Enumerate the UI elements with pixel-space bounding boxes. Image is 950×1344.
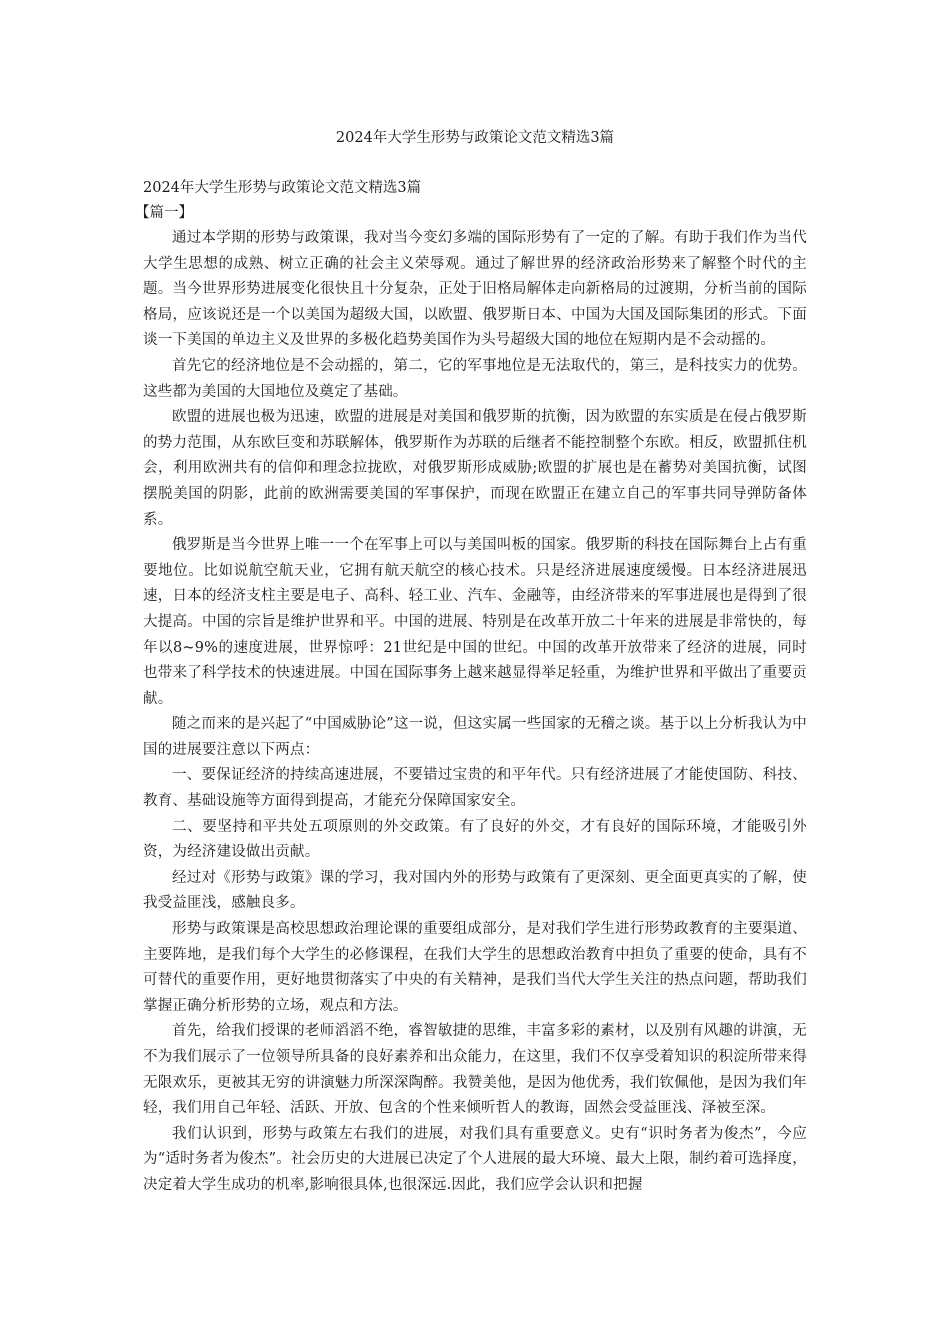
- paragraph: 形势与政策课是高校思想政治理论课的重要组成部分，是对我们学生进行形势政教育的主要渠道、主要阵地，是我们每个大学生的必修课程，在我们大学生的思想政治教育中担负了重要的使命，具有不可替代的重要作用，更好地贯彻落实了中央的有关精神，是我们当代大学生关注的热点问题，帮助我们掌握正确分析形势的立场，观点和方法。: [143, 921, 807, 1014]
- paragraph: 一、要保证经济的持续高速进展，不要错过宝贵的和平年代。只有经济进展了才能使国防、科技、教育、基础设施等方面得到提高，才能充分保障国家安全。: [143, 767, 807, 810]
- paragraph: 二、要坚持和平共处五项原则的外交政策。有了良好的外交，才有良好的国际环境，才能吸引外资，为经济建设做出贡献。: [143, 818, 807, 861]
- section-label: 【篇一】: [135, 205, 193, 221]
- document-subtitle: 2024年大学生形势与政策论文范文精选3篇: [143, 180, 422, 196]
- paragraph: 随之而来的是兴起了“中国威胁论”这一说，但这实属一些国家的无稽之谈。基于以上分析我认为中国的进展要注意以下两点：: [143, 716, 807, 758]
- paragraph: 俄罗斯是当今世界上唯一一个在军事上可以与美国叫板的国家。俄罗斯的科技在国际舞台上占有重要地位。比如说航空航天业，它拥有航天航空的核心技术。只是经济进展速度缓慢。日本经济进展迅速，日本的经济支柱主要是电子、高科、轻工业、汽车、金融等，由经济带来的军事进展也是得到了很大提高。中国的宗旨是维护世界和平。中国的进展、特别是在改革开放二十年来的进展是非常快的，每年以8~9%的速度进展，世界惊呼：21世纪是中国的世纪。中国的改革开放带来了经济的进展，同时也带来了科学技术的快速进展。中国在国际事务上越来越显得举足轻重，为维护世界和平做出了重要贡献。: [143, 537, 807, 707]
- paragraph: 经过对《形势与政策》课的学习，我对国内外的形势与政策有了更深刻、更全面更真实的了解，使我受益匪浅，感触良多。: [143, 869, 807, 912]
- paragraph: 欧盟的进展也极为迅速，欧盟的进展是对美国和俄罗斯的抗衡，因为欧盟的东实质是在侵占俄罗斯的势力范围，从东欧巨变和苏联解体，俄罗斯作为苏联的后继者不能控制整个东欧。相反，欧盟抓住机会，利用欧洲共有的信仰和理念拉拢欧，对俄罗斯形成威胁;欧盟的扩展也是在蓄势对美国抗衡，试图摆脱美国的阴影，此前的欧洲需要美国的军事保护，而现在欧盟正在建立自己的军事共同导弹防备体系。: [143, 409, 807, 528]
- paragraph: 通过本学期的形势与政策课，我对当今变幻多端的国际形势有了一定的了解。有助于我们作为当代大学生思想的成熟、树立正确的社会主义荣辱观。通过了解世界的经济政治形势来了解整个时代的主题。当今世界形势进展变化很快且十分复杂，正处于旧格局解体走向新格局的过渡期，分析当前的国际格局，应该说还是一个以美国为超级大国，以欧盟、俄罗斯日本、中国为大国及国际集团的形式。下面谈一下美国的单边主义及世界的多极化趋势美国作为头号超级大国的地位在短期内是不会动摇的。: [143, 230, 807, 349]
- document-title: 2024年大学生形势与政策论文范文精选3篇: [335, 130, 615, 146]
- paragraph: 首先，给我们授课的老师滔滔不绝，睿智敏捷的思维，丰富多彩的素材，以及别有风趣的讲演，无不为我们展示了一位领导所具备的良好素养和出众能力，在这里，我们不仅享受着知识的积淀所带来得无限欢乐，更被其无穷的讲演魅力所深深陶醉。我赞美他，是因为他优秀，我们钦佩他，是因为我们年轻，我们用自己年轻、活跃、开放、包含的个性来倾听哲人的教诲，固然会受益匪浅、泽被至深。: [143, 1023, 807, 1117]
- paragraph: 我们认识到，形势与政策左右我们的进展，对我们具有重要意义。史有“识时务者为俊杰”，今应为“适时务者为俊杰”。社会历史的大进展已决定了个人进展的最大环境、最大上限，制约着可选择度，决定着大学生成功的机率,影响很具体,也很深远.因此，我们应学会认识和把握: [143, 1125, 807, 1193]
- paragraph: 首先它的经济地位是不会动摇的，第二，它的军事地位是无法取代的，第三，是科技实力的优势。这些都为美国的大国地位及奠定了基础。: [143, 357, 807, 400]
- document-body: [135, 176, 807, 1199]
